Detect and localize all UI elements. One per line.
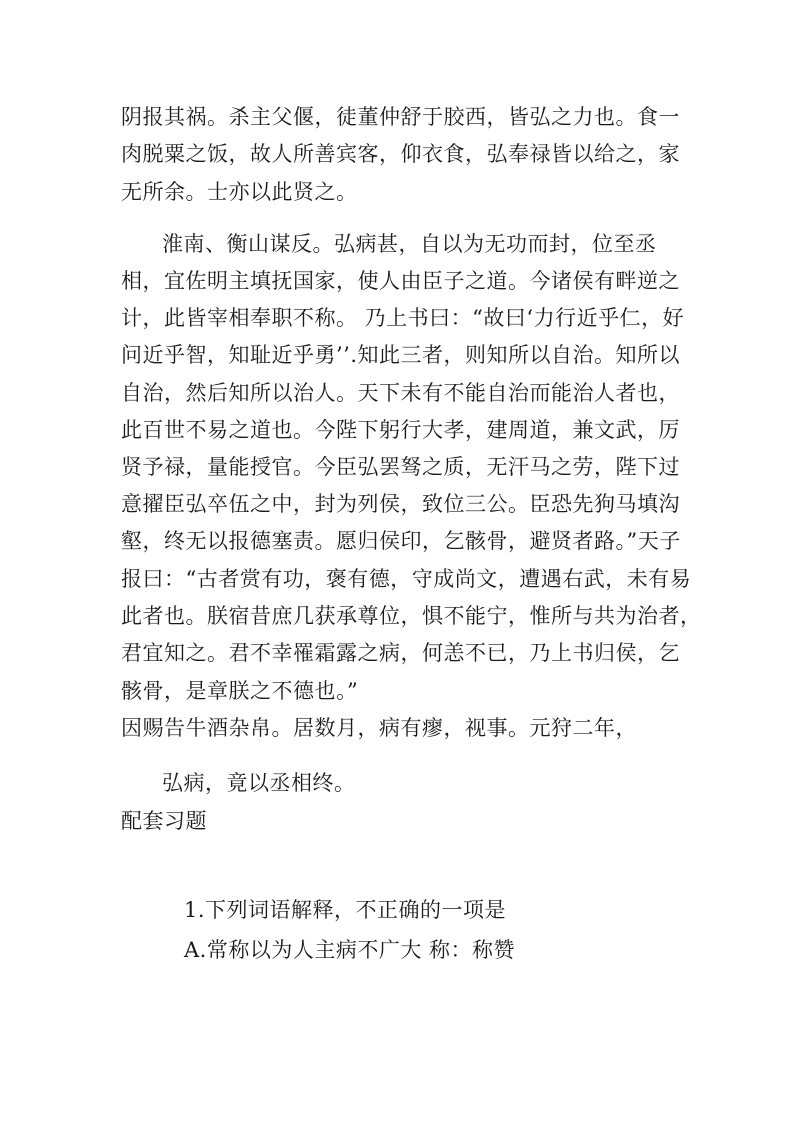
text-line: 自治，然后知所以治人。天下未有不能自治而能治人者也，	[121, 381, 680, 405]
paragraph-first-line: 弘病，竟以丞相终。	[162, 771, 356, 795]
text-line: 报曰：“古者赏有功，褒有德，守成尚文，遭遇右武，未有易	[121, 567, 692, 591]
text-line: 意擢臣弘卒伍之中，封为列侯，致位三公。臣恐先狗马填沟	[121, 492, 680, 516]
text-line: 贤予禄，量能授官。今臣弘罢驽之质，无汗马之劳，陛下过	[121, 455, 680, 479]
section-heading: 1.下列词语解释，不正确的一项是	[184, 898, 507, 922]
text-line: 无所余。士亦以此贤之。	[121, 180, 358, 204]
text-line: 壑，终无以报德塞责。愿归侯印，乞骸骨，避贤者路。”天子	[121, 529, 681, 553]
text-line: 配套习题	[121, 809, 207, 833]
text-line: 相，宜佐明主填抚国家，使人由臣子之道。今诸侯有畔逆之	[121, 269, 680, 293]
text-line: 因赐告牛酒杂帛。居数月，病有瘳，视事。元狩二年，	[121, 716, 637, 740]
question-stem: A.常称以为人主病不广大 称：称赞	[184, 938, 516, 962]
text-line: 问近乎智，知耻近乎勇’’.知此三者，则知所以自治。知所以	[121, 343, 681, 367]
text-line: 肉脱粟之饭，故人所善宾客，仰衣食，弘奉禄皆以给之，家	[121, 142, 680, 166]
text-line: 此者也。朕宿昔庶几获承尊位，惧不能宁，惟所与共为治者，	[121, 604, 702, 628]
text-line: 君宜知之。君不幸罹霜露之病，何恙不已，乃上书归侯，乞	[121, 641, 680, 665]
text-line: 计，此皆宰相奉职不称。 乃上书曰：“故曰‘力行近乎仁，好	[121, 306, 685, 330]
text-line: 骸骨，是章朕之不德也。”	[121, 679, 359, 703]
text-line: 阴报其祸。杀主父偃，徒董仲舒于胶西，皆弘之力也。食一	[121, 105, 680, 129]
text-line: 此百世不易之道也。今陛下躬行大孝，建周道，兼文武，厉	[121, 418, 680, 442]
paragraph-first-line: 淮南、衡山谋反。弘病甚，自以为无功而封，位至丞	[162, 232, 657, 256]
